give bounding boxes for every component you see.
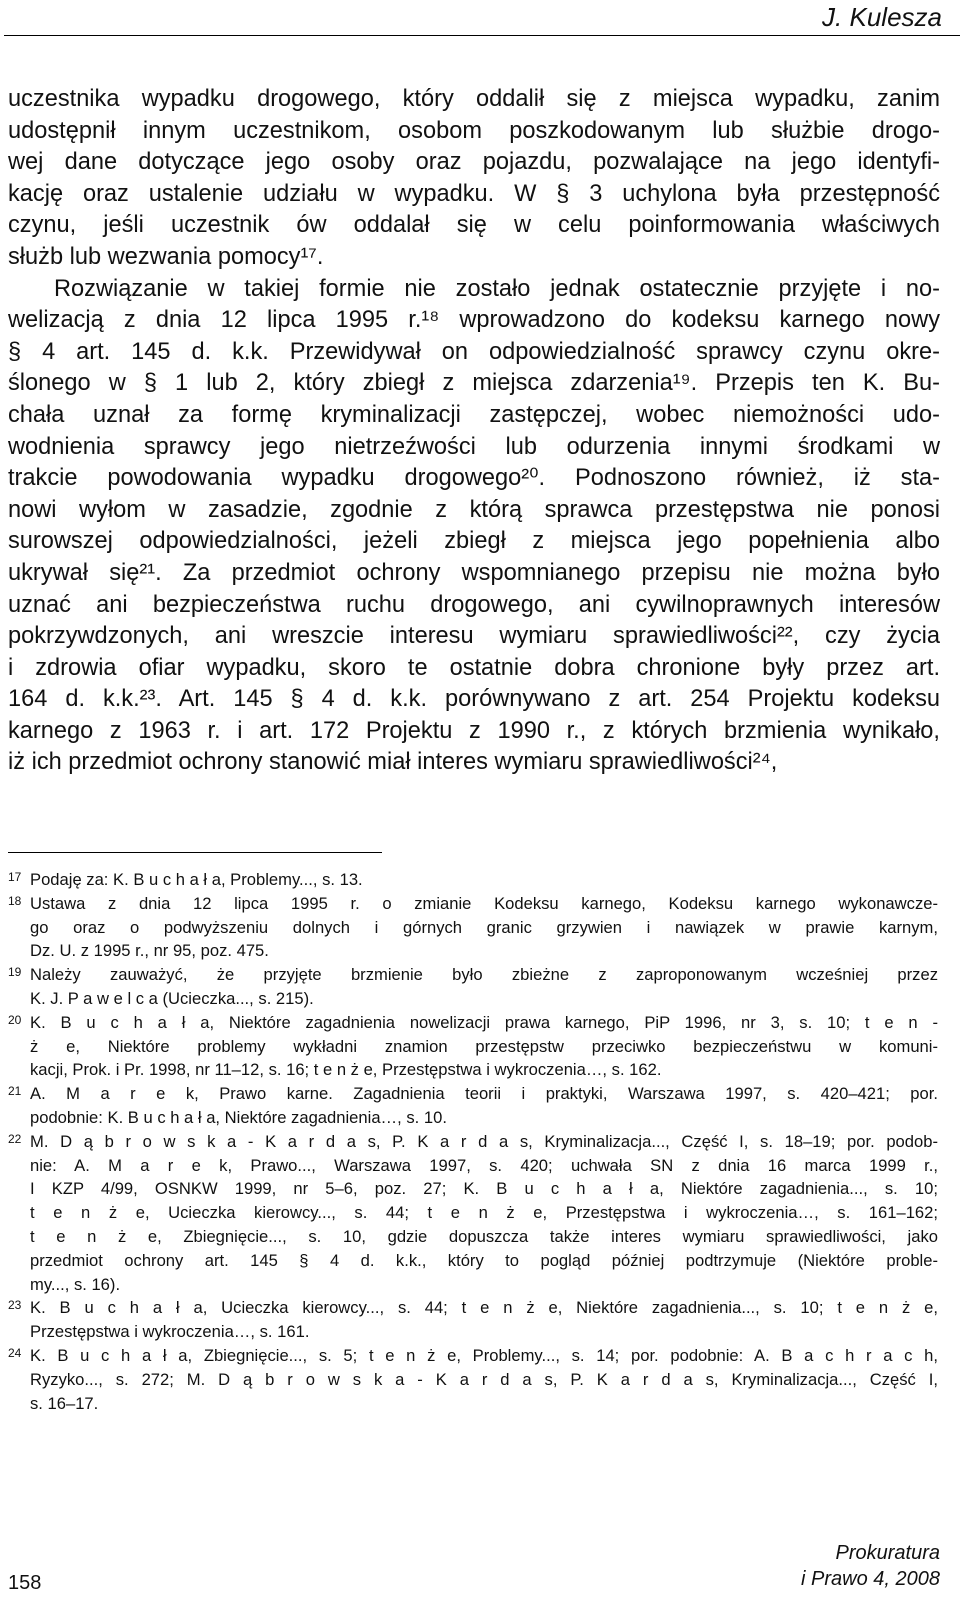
footnote-text: Ryzyko..., s. 272; M. D ą b r o w s k a - K a r d a s, P. K a r d a s, Kryminalizacja..., Część I,: [30, 1369, 938, 1389]
page-number: 158: [8, 1572, 42, 1594]
footnote-number: 24: [8, 1345, 22, 1360]
body-line: Rozwiązanie w takiej formie nie zostało jednak ostatecznie przyjęte i no-: [54, 275, 940, 302]
footnote-text: K. J. P a w e l c a (Ucieczka..., s. 215).: [30, 988, 314, 1008]
body-line: czynu, jeśli uczestnik ów oddalał się w celu poinformowania właściwych: [8, 212, 940, 239]
body-line: ślonego w § 1 lub 2, który zbiegł z miejsca zdarzenia¹⁹. Przepis ten K. Bu-: [8, 370, 940, 397]
footnote-line: [8, 1011, 938, 1035]
footnote-line: [8, 1368, 938, 1392]
footnote-text: my..., s. 16).: [30, 1274, 121, 1294]
body-line: 164 d. k.k.²³. Art. 145 § 4 d. k.k. porównywano z art. 254 Projektu kodeksu: [8, 686, 940, 713]
footnote-text: A. M a r e k, Prawo karne. Zagadnienia teorii i praktyki, Warszawa 1997, s. 420–421; por.: [30, 1084, 938, 1104]
footnote-line: [8, 1344, 938, 1368]
footnotes: [8, 868, 938, 1415]
footnote-text: kacji, Prok. i Pr. 1998, nr 11–12, s. 16; t e n ż e, Przestępstwa i wykroczenia…, s. 162.: [30, 1060, 662, 1080]
body-text: [8, 84, 940, 779]
footnote-text: t e n ż e, Ucieczka kierowcy..., s. 44; t e n ż e, Przestępstwa i wykroczenia…, s. 161–162;: [30, 1203, 938, 1223]
body-line: i zdrowia ofiar wypadku, skoro te ostatnie dobra chronione były przez art.: [8, 654, 940, 681]
body-line: pokrzywdzonych, ani wreszcie interesu wymiaru sprawiedliwości²², czy życia: [8, 623, 940, 650]
body-line: chała uznał za formę kryminalizacji zastępczej, wobec niemożności udo-: [8, 401, 940, 428]
footnote-number: 22: [8, 1131, 22, 1146]
footnote-line: [8, 1106, 938, 1130]
footnote-line: [8, 939, 938, 963]
body-line: uznać ani bezpieczeństwa ruchu drogowego, ani cywilnoprawnych interesów: [8, 591, 940, 618]
footnote-line: [8, 868, 938, 892]
body-line: karnego z 1963 r. i art. 172 Projektu z 1990 r., z których brzmienia wynikało,: [8, 717, 940, 744]
footnote-text: Podaję za: K. B u c h a ł a, Problemy..., s. 13.: [30, 870, 363, 889]
header-rule: [4, 35, 960, 36]
footnote-text: nie: A. M a r e k, Prawo..., Warszawa 1997, s. 420; uchwała SN z dnia 16 marca 1999 r.,: [30, 1155, 938, 1175]
footnote-line: [8, 1249, 938, 1273]
journal-name: Prokuratura: [835, 1542, 940, 1564]
body-line: wodnienia sprawcy jego nietrzeźwości lub odurzenia innymi środkami w: [8, 433, 940, 460]
body-line: trakcie powodowania wypadku drogowego²⁰. Podnoszono również, iż sta-: [8, 465, 940, 492]
running-header-author: J. Kulesza: [822, 2, 942, 32]
footnote-line: [8, 1082, 938, 1106]
footnote-line: [8, 916, 938, 940]
footnote-text: Przestępstwa i wykroczenia…, s. 161.: [30, 1322, 310, 1342]
body-line: uczestnika wypadku drogowego, który oddalił się z miejsca wypadku, zanim: [8, 86, 940, 112]
footnote-text: go oraz o podwyższeniu dolnych i górnych granic grzywien i nawiązek w prawie karnym,: [30, 917, 938, 937]
footnote-number: 23: [8, 1298, 22, 1313]
footnote-text: M. D ą b r o w s k a - K a r d a s, P. K a r d a s, Kryminalizacja..., Część I, s. 18–19; por. podob-: [30, 1131, 938, 1151]
footnote-number: 18: [8, 893, 22, 908]
body-line: welizacją z dnia 12 lipca 1995 r.¹⁸ wprowadzono do kodeksu karnego nowy: [8, 307, 940, 334]
footnote-line: [8, 987, 938, 1011]
footnote-line: [8, 963, 938, 987]
footnote-text: ż e, Niektóre problemy wykładni znamion przestępstw przeciwko bezpieczeństwu w komuni-: [30, 1036, 938, 1056]
footnote-line: [8, 1154, 938, 1178]
footnote-number: 21: [8, 1084, 22, 1099]
footnote-text: Należy zauważyć, że przyjęte brzmienie było zbieżne z zaproponowanym wcześniej przez: [30, 965, 938, 985]
footnote-text: K. B u c h a ł a, Zbiegnięcie..., s. 5; t e n ż e, Problemy..., s. 14; por. podobnie: A. B a c h r a c h,: [30, 1345, 938, 1365]
footnote-line: [8, 1273, 938, 1297]
footnote-separator: [8, 852, 382, 853]
footnote-line: [8, 1035, 938, 1059]
footnote-text: Dz. U. z 1995 r., nr 95, poz. 475.: [30, 941, 269, 961]
body-line: iż ich przedmiot ochrony stanowić miał interes wymiaru sprawiedliwości²⁴,: [8, 749, 778, 776]
footnote-line: [8, 1320, 938, 1344]
footnote-line: [8, 1296, 938, 1320]
footnote-line: [8, 1130, 938, 1154]
footnote-text: K. B u c h a ł a, Niektóre zagadnienia nowelizacji prawa karnego, PiP 1996, nr 3, s. 10; t e n -: [30, 1012, 938, 1032]
body-line: wej dane dotyczące jego osoby oraz pojazdu, pozwalające na jego identyfi-: [8, 149, 940, 176]
footnote-text: Ustawa z dnia 12 lipca 1995 r. o zmianie Kodeksu karnego, Kodeksu karnego wykonawcze-: [30, 893, 938, 913]
body-line: służb lub wezwania pomocy¹⁷.: [8, 243, 324, 270]
footnote-line: [8, 1201, 938, 1225]
footnote-text: podobnie: K. B u c h a ł a, Niektóre zagadnienia…, s. 10.: [30, 1107, 447, 1127]
body-line: udostępnił innym uczestnikom, osobom poszkodowanym lub służbie drogo-: [8, 117, 940, 144]
body-line: ukrywał się²¹. Za przedmiot ochrony wspomnianego przepisu nie można było: [8, 559, 940, 586]
footnote-line: [8, 1392, 938, 1416]
footnote-line: [8, 1058, 938, 1082]
body-line: kację oraz ustalenie udziału w wypadku. W § 3 uchylona była przestępność: [8, 180, 940, 207]
body-line: surowszej odpowiedzialności, jeżeli zbiegł z miejsca jego popełnienia albo: [8, 528, 940, 555]
footnote-text: I KZP 4/99, OSNKW 1999, nr 5–6, poz. 27; K. B u c h a ł a, Niektóre zagadnienia..., s. 10;: [30, 1179, 938, 1199]
footnote-line: [8, 892, 938, 916]
body-line: § 4 art. 145 d. k.k. Przewidywał on odpowiedzialność sprawcy czynu okre-: [8, 338, 940, 365]
journal-footer: [801, 1540, 940, 1592]
footnote-number: 19: [8, 965, 22, 980]
footnote-number: 20: [8, 1012, 22, 1027]
footnote-text: K. B u c h a ł a, Ucieczka kierowcy..., s. 44; t e n ż e, Niektóre zagadnienia..., s. 10; t e n ż e,: [30, 1298, 938, 1318]
journal-issue: i Prawo 4, 2008: [801, 1568, 940, 1590]
body-line: nowi wyłom w zasadzie, zgodnie z którą sprawca przestępstwa nie ponosi: [8, 496, 940, 523]
footnote-text: t e n ż e, Zbiegnięcie..., s. 10, gdzie dopuszcza także interes wymiaru sprawiedliwości, jako: [30, 1226, 938, 1246]
footnote-text: s. 16–17.: [30, 1393, 99, 1413]
footnote-line: [8, 1225, 938, 1249]
footnote-line: [8, 1177, 938, 1201]
footnote-number: 17: [8, 870, 22, 884]
footnote-text: przedmiot ochrony art. 145 § 4 d. k.k., który to pogląd później podtrzymuje (Niektóre proble-: [30, 1250, 938, 1270]
